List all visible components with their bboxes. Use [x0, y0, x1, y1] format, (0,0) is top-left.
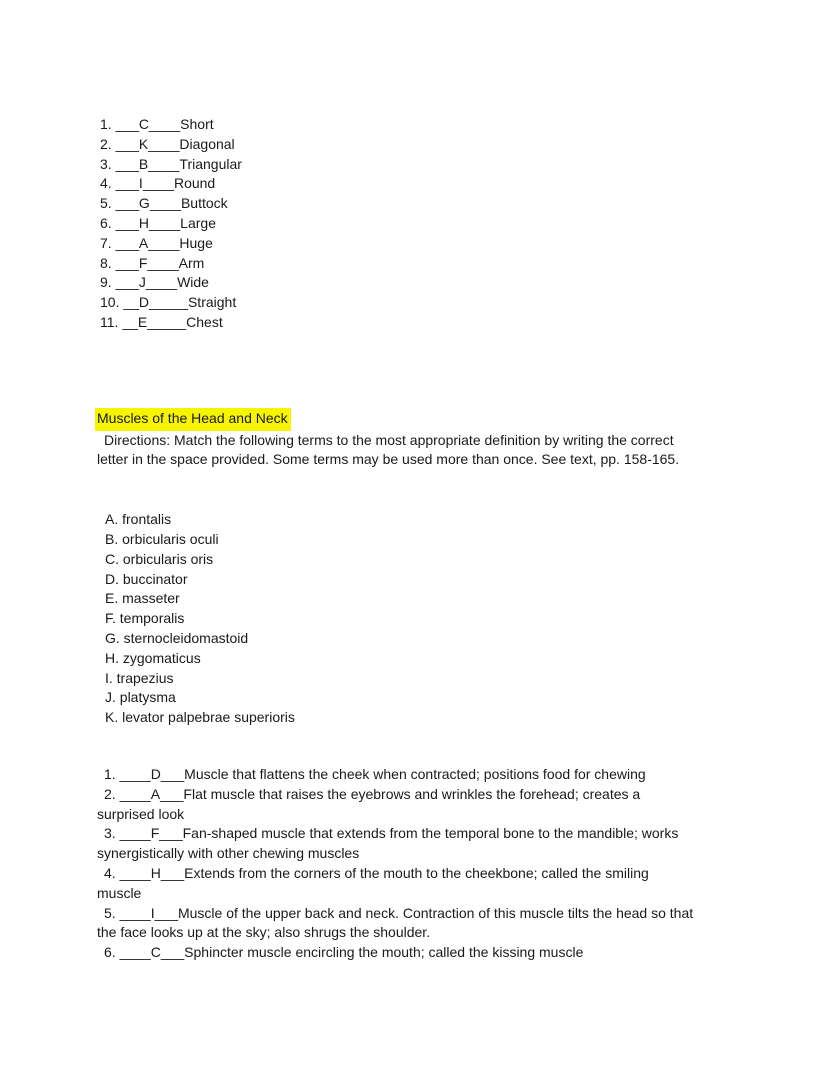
question-line: 5. ____I___Muscle of the upper back and neck. Contraction of this muscle tilts the head so that [104, 904, 694, 921]
term-item: A. frontalis [105, 511, 172, 528]
term-item: K. levator palpebrae superioris [105, 709, 295, 726]
section-title-highlight: Muscles of the Head and Neck [95, 408, 291, 431]
section-title [97, 408, 740, 431]
answer-item: 2. ___K____Diagonal [100, 135, 235, 152]
term-item: H. zygomaticus [105, 649, 201, 666]
term-item: I. trapezius [105, 669, 174, 686]
answer-item: 8. ___F____Arm [100, 254, 205, 271]
question-line: 1. ____D___Muscle that flattens the cheek when contracted; positions food for chewing [104, 765, 646, 782]
term-item: F. temporalis [105, 610, 185, 627]
answer-item: 5. ___G____Buttock [100, 195, 228, 212]
term-item: E. masseter [105, 590, 180, 607]
question-line: 3. ____F___Fan-shaped muscle that extends from the temporal bone to the mandible; works [104, 825, 679, 842]
term-item: G. sternocleidomastoid [105, 629, 249, 646]
question-item [97, 785, 740, 825]
term-item: J. platysma [105, 689, 176, 706]
question-line: surprised look [97, 805, 185, 822]
term-item: D. buccinator [105, 570, 188, 587]
question-item [97, 864, 740, 904]
question-line: 2. ____A___Flat muscle that raises the eyebrows and wrinkles the forehead; creates a [104, 785, 641, 802]
question-line: 6. ____C___Sphincter muscle encircling the mouth; called the kissing muscle [104, 944, 584, 961]
question-item [97, 904, 740, 944]
question-line: 4. ____H___Extends from the corners of the mouth to the cheekbone; called the smiling [104, 864, 649, 881]
question-item [97, 824, 740, 864]
answer-item: 11. __E_____Chest [100, 313, 223, 330]
term-item: B. orbicularis oculi [105, 530, 219, 547]
answer-item: 1. ___C____Short [100, 116, 214, 132]
term-item: C. orbicularis oris [105, 550, 214, 567]
question-line: the face looks up at the sky; also shrugs the shoulder. [97, 924, 431, 941]
term-list [105, 510, 740, 728]
directions-text-line: Directions: Match the following terms to the most appropriate definition by writing the correct [104, 431, 674, 448]
answer-item: 10. __D_____Straight [100, 294, 237, 311]
answer-item: 9. ___J____Wide [100, 274, 209, 291]
shapes-answer-list [100, 115, 740, 333]
section-muscles-head-neck [97, 408, 740, 470]
question-line: synergistically with other chewing muscles [97, 845, 360, 862]
question-item [97, 943, 740, 963]
answer-item: 4. ___I____Round [100, 175, 216, 192]
answer-item: 3. ___B____Triangular [100, 155, 242, 172]
question-item [97, 765, 740, 785]
directions-text-line: letter in the space provided. Some terms may be used more than once. See text, pp. 158-165. [97, 451, 680, 468]
answer-item: 6. ___H____Large [100, 214, 216, 231]
question-list [97, 765, 740, 963]
answer-item: 7. ___A____Huge [100, 234, 213, 251]
question-line: muscle [97, 884, 142, 901]
